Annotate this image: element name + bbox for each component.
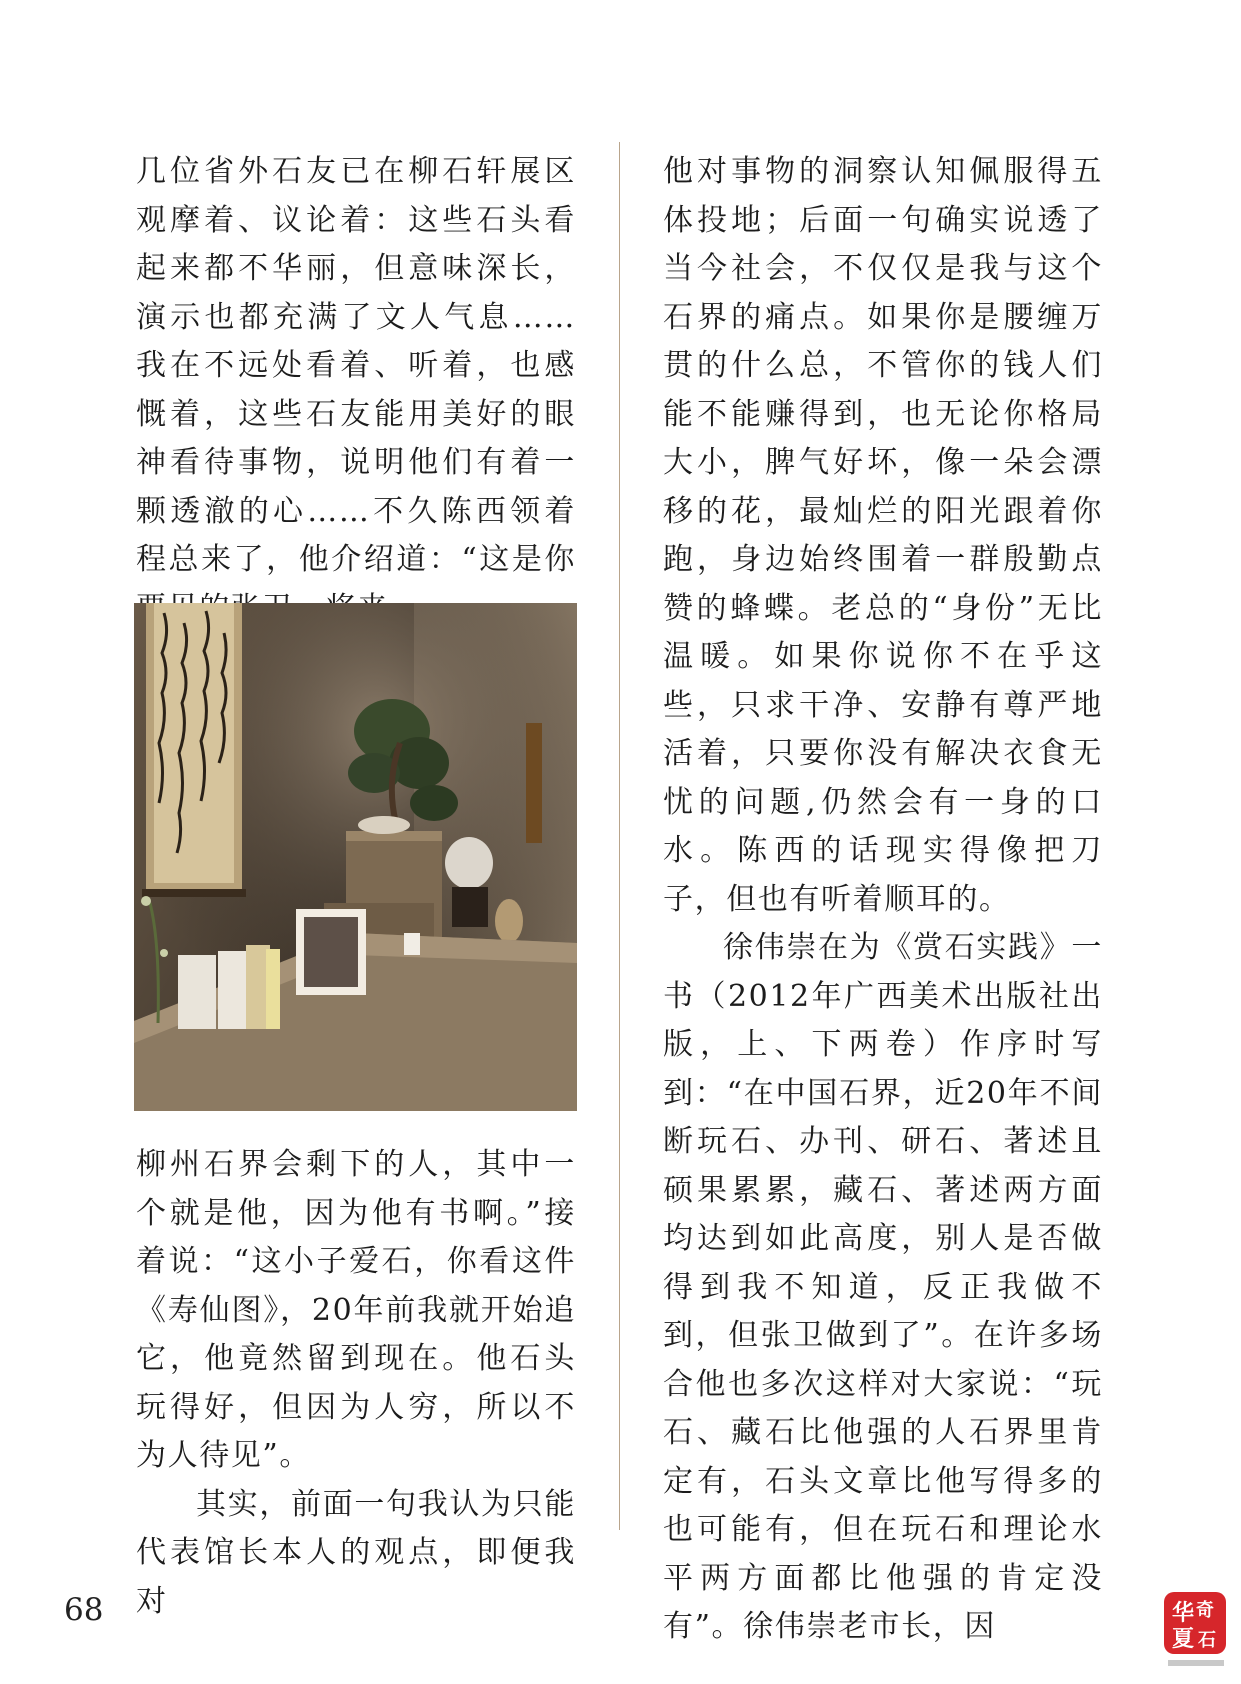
paragraph: 徐伟崇在为《赏石实践》一书（2012年广西美术出版社出版，上、下两卷）作序时写到：“在中国石界，近20年不间断玩石、办刊、研石、著述且硕果累累，藏石、著述两方面均达到如此高度，别人是否做得到我不知道，反正我做不到，但张卫做到了”。在许多场合他也多次这样对大家说：“玩石、藏石比他强的人石界里肯定有，石头文章比他写得多的也可能有，但在玩石和理论水平两方面都比他强的肯定没有”。徐伟崇老市长，因 bbox=[663, 930, 1103, 1644]
svg-text:石: 石 bbox=[1198, 1630, 1216, 1651]
left-column-top bbox=[136, 148, 576, 633]
right-column bbox=[663, 148, 1103, 1652]
paragraph: 他对事物的洞察认知佩服得五体投地；后面一句确实说透了当今社会，不仅仅是我与这个石界的痛点。如果你是腰缠万贯的什么总，不管你的钱人们能不能赚得到，也无论你格局大小，脾气好坏，像一朵会漂移的花，最灿烂的阳光跟着你跑，身边始终围着一群殷勤点赞的蜂蝶。老总的“身份”无比温暖。如果你说你不在乎这些，只求干净、安静有尊严地活着，只要你没有解决衣食无忧的问题,仍然会有一身的口水。陈西的话现实得像把刀子，但也有听着顺耳的。 bbox=[663, 154, 1103, 917]
paragraph: 几位省外石友已在柳石轩展区观摩着、议论着：这些石头看起来都不华丽，但意味深长，演示也都充满了文人气息……我在不远处看着、听着，也感慨着，这些石友能用美好的眼神看待事物，说明他们有着一颗透澈的心……不久陈西领着程总来了，他介绍道：“这是你 bbox=[136, 154, 576, 577]
svg-text:奇: 奇 bbox=[1196, 1600, 1214, 1621]
paragraph: 其实，前面一句我认为只能代表馆长本人的观点，即便我对 bbox=[136, 1486, 576, 1619]
svg-text:夏: 夏 bbox=[1172, 1627, 1195, 1652]
svg-text:华: 华 bbox=[1172, 1601, 1195, 1626]
column-divider bbox=[619, 142, 620, 1530]
paragraph: 柳州石界会剩下的人，其中一个就是他，因为他有书啊。”接着说：“这小子爱石，你看这件《寿仙图》，20年前我就开始追它，他竟然留到现在。他石头玩得好，但因为人穷，所以不为人待见”。 bbox=[136, 1147, 576, 1473]
page-number: 68 bbox=[64, 1592, 104, 1628]
left-column-bottom bbox=[136, 1141, 576, 1626]
seal-icon bbox=[1160, 1584, 1230, 1674]
watermark-logo bbox=[1160, 1584, 1230, 1674]
exhibition-photo bbox=[134, 603, 577, 1111]
exhibition-photo-icon bbox=[134, 603, 577, 1111]
